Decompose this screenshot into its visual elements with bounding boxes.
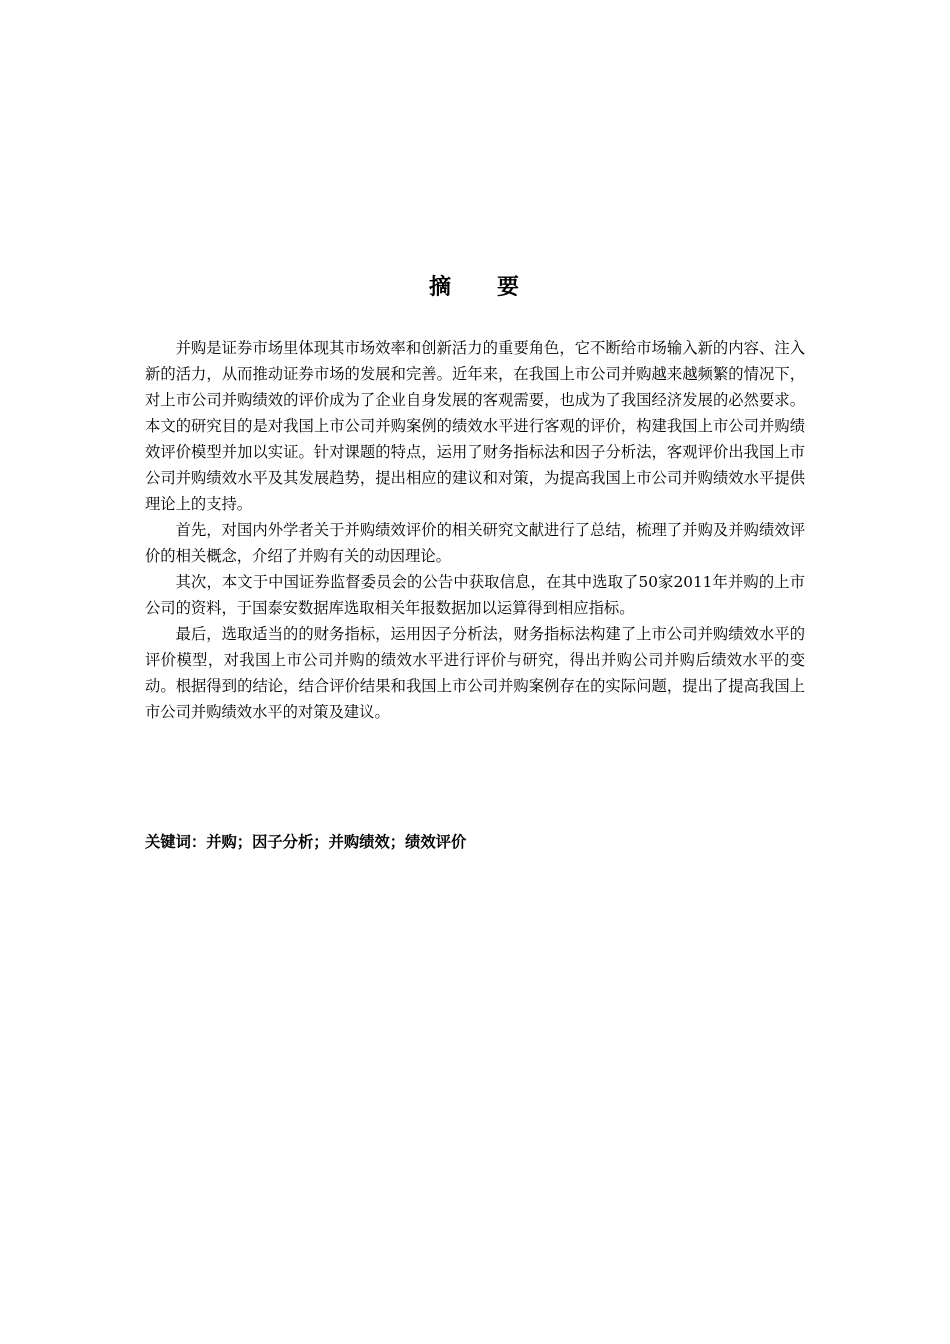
abstract-title <box>0 272 950 304</box>
abstract-body <box>145 335 805 725</box>
abstract-paragraph-2: 首先，对国内外学者关于并购绩效评价的相关研究文献进行了总结，梳理了并购及并购绩效评价的相关概念，介绍了并购有关的动因理论。 <box>145 521 805 565</box>
abstract-title-char-1: 摘 <box>428 275 453 300</box>
abstract-paragraph-1: 并购是证券市场里体现其市场效率和创新活力的重要角色，它不断给市场输入新的内容、注入新的活力，从而推动证券市场的发展和完善。近年来，在我国上市公司并购越来越频繁的情况下，对上市公司并购绩效的评价成为了企业自身发展的客观需要，也成为了我国经济发展的必然要求。本文的研究目的是对我国上市公司并购案例的绩效水平进行客观的评价，构建我国上市公司并购绩效评价模型并加以实证。针对课题的特点，运用了财务指标法和因子分析法，客观评价出我国上市公司并购绩效水平及其发展趋势，提出相应的建议和对策，为提高我国上市公司并购绩效水平提供理论上的支持。 <box>145 339 805 513</box>
keywords-line: 关键词：并购；因子分析；并购绩效；绩效评价 <box>145 833 467 851</box>
abstract-paragraph-4: 最后，选取适当的的财务指标，运用因子分析法，财务指标法构建了上市公司并购绩效水平的评价模型，对我国上市公司并购的绩效水平进行评价与研究，得出并购公司并购后绩效水平的变动。根据得到的结论，结合评价结果和我国上市公司并购案例存在的实际问题，提出了提高我国上市公司并购绩效水平的对策及建议。 <box>145 625 805 721</box>
abstract-paragraph-3: 其次，本文于中国证券监督委员会的公告中获取信息，在其中选取了50家2011年并购的上市公司的资料，于国泰安数据库选取相关年报数据加以运算得到相应指标。 <box>145 573 805 617</box>
abstract-title-char-2: 要 <box>497 275 522 300</box>
